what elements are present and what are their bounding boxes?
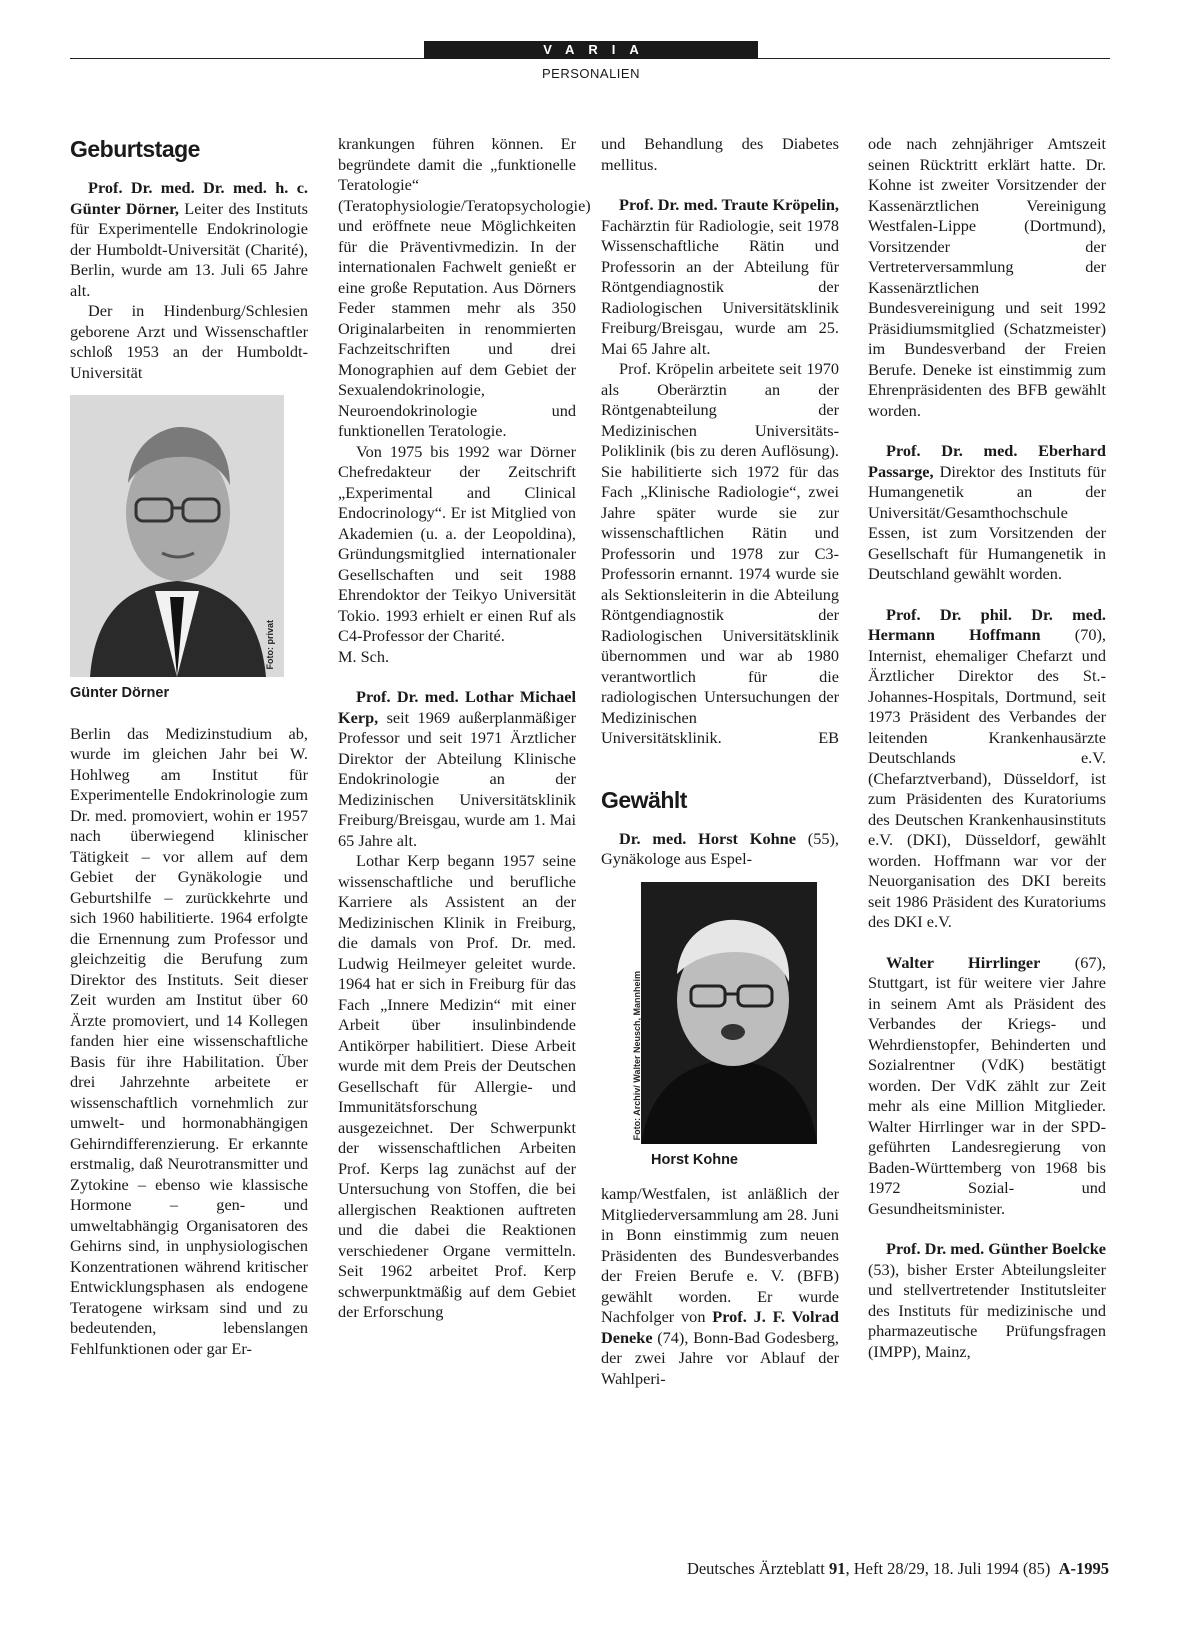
person-name: Prof. Dr. med. Traute Kröpelin, [619, 195, 839, 214]
person-name: Prof. Dr. med. Dr. med. h. c. Günter Dörner, [70, 178, 308, 218]
photo-doerner [70, 395, 308, 704]
portrait-graphic [641, 882, 817, 1144]
person-name: Prof. Dr. phil. Dr. med. Hermann Hoffmann [868, 604, 1106, 644]
person-name: Prof. Dr. med. Eberhard Passarge, [868, 441, 1106, 481]
paragraph-text: kamp/Westfalen, ist anläßlich der Mitgliederversammlung am 28. Juni in Bonn einstimmig zum neuen Präsidenten des Bundesverbandes der Freien Berufe e. V. (BFB) gewählt worden. Er wurde Nachfolger von [601, 1184, 839, 1326]
heading-gewaehlt: Gewählt [601, 786, 687, 813]
paragraph [601, 1184, 839, 1389]
paragraph-text: seit 1969 außerplanmäßiger Professor und seit 1971 Ärztlicher Direktor der Abteilung Klinische Endokrinologie an der Medizinischen Universitätsklinik Freiburg/Breisgau, wurde am 1. Mai 65 Jahre alt. [338, 707, 576, 850]
portrait-graphic [70, 395, 284, 677]
paragraph [868, 605, 1106, 933]
author-signature: M. Sch. [338, 646, 390, 666]
author-signature: EB [818, 728, 839, 747]
photo-caption: Günter Dörner [70, 685, 170, 701]
paragraph-text: Fachärztin für Radiologie, seit 1978 Wissenschaftliche Rätin und Professorin an der Abteilung für Röntgendiagnostik der Radiologischen Universitätsklinik Freiburg/Breisgau, wurde am 25. Mai 65 Jahre alt. [601, 215, 839, 358]
photo-caption: Horst Kohne [651, 1151, 738, 1168]
paragraph: ode nach zehnjähriger Amtszeit seinen Rücktritt erklärt hatte. Dr. Kohne ist zweiter Vorsitzender der Kassenärztlichen Vereinigung Westfalen-Lippe (Dortmund), Vorsitzender der Vertreterversammlung der Kassenärztlichen Bundesvereinigung und seit 1992 Präsidiumsmitglied (Schatzmeister) im Bundesverband der Freien Berufe. Deneke ist einstimmig zum Ehrenpräsidenten des BFB gewählt worden. [868, 134, 1106, 420]
heading-geburtstage: Geburtstage [70, 136, 200, 162]
paragraph-text: (67), Stuttgart, ist für weitere vier Jahre in seinem Amt als Präsident des Verbandes der Kriegs- und Wehrdienstopfer, Behinderten und Sozialrentner (VdK) bestätigt worden. Der VdK zählt zur Zeit mehr als eine Million Mitglieder. Walter Hirrlinger war in der SPD-geführten Landesregierung von Baden-Württemberg von 1968 bis 1972 Sozial- und Gesundheitsminister. [868, 952, 1106, 1218]
person-name: Prof. Dr. med. Lothar Michael Kerp, [338, 687, 576, 727]
paragraph: Der in Hindenburg/Schlesien geborene Arzt und Wissenschaftler schloß 1953 an der Humboldt-Universität [70, 301, 308, 382]
person-name: Prof. Dr. med. Günther Boelcke [886, 1239, 1106, 1258]
paragraph: krankungen führen können. Er begründete damit die „funktionelle Teratologie“ (Teratophysiologie/Teratopsychologie) und eröffnete neue Möglichkeiten für die Präventivmedizin. In der internationalen Fachwelt genießt er eine große Reputation. Aus Dörners Feder stammen mehr als 350 Originalarbeiten in renommierten Fachzeitschriften und drei Monographien auf dem Gebiet der Sexualendokrinologie, Neuroendokrinologie und funktionellen Teratologie. [338, 134, 591, 440]
paragraph [338, 687, 576, 851]
section-subtitle: PERSONALIEN [542, 66, 640, 81]
photo-kohne [632, 882, 839, 1171]
person-name: Walter Hirrlinger [886, 952, 1041, 972]
page-footer [687, 1559, 1109, 1579]
paragraph [601, 829, 839, 870]
paragraph [601, 195, 839, 359]
page-number: A-1995 [1058, 1559, 1109, 1578]
journal-name: Deutsches Ärzteblatt [686, 1559, 829, 1578]
paragraph [868, 441, 1106, 585]
paragraph [868, 1239, 1106, 1362]
person-name: Prof. J. F. Volrad Deneke [601, 1307, 839, 1347]
paragraph: Lothar Kerp begann 1957 seine wissenschaftliche und berufliche Karriere als Assistent an der Medizinischen Klinik in Freiburg, die damals von Prof. Dr. med. Ludwig Heilmeyer geleitet wurde. 1964 hat er sich in Freiburg für das Fach „Innere Medizin“ mit einer Arbeit über insulinbindende Antikörper habilitiert. Diese Arbeit wurde mit dem Preis der Deutschen Gesellschaft für Allergie- und Immunitätsforschung ausgezeichnet. Der Schwerpunkt der wissenschaftlichen Arbeiten Prof. Kerps lag zunächst auf der Untersuchung von Stoffen, die bei allergischen Reaktionen auftreten und die dabei die Reaktionen verschiedener Organe vermitteln. Seit 1962 arbeitet Prof. Kerp schwerpunktmäßig auf dem Gebiet der Erforschung [338, 851, 576, 1321]
column-1 [70, 134, 308, 1359]
journal-volume: 91 [828, 1559, 846, 1578]
paragraph-text: Leiter des Instituts für Experimentelle Endokrinologie der Humboldt-Universität (Charité), Berlin, wurde am 13. Juli 65 Jahre alt. [70, 198, 309, 300]
paragraph: und Behandlung des Diabetes mellitus. [601, 134, 839, 174]
paragraph: Prof. Kröpelin arbeitete seit 1970 als Oberärztin an der Röntgenabteilung der Medizinischen Universitäts-Poliklinik (bis zu deren Auflösung). Sie habilitierte sich 1972 für das Fach „Klinische Radiologie“, zwei Jahre später wurde sie zur wissenschaftlichen Rätin und Professorin und 1978 zur C3-Professorin ernannt. 1974 wurde sie als Sektionsleiterin in die Abteilung Röntgendiagnostik der Radiologischen Universitätsklinik übernommen und war ab 1980 verantwortlich für die radiologischen Untersuchungen der Medizinischen [601, 359, 839, 727]
paragraph-text: (53), bisher Erster Abteilungsleiter und stellvertretender Institutsleiter des Instituts für medizinische und pharmazeutische Prüfungsfragen (IMPP), Mainz, [868, 1259, 1106, 1361]
paragraph-text: Direktor des Instituts für Humangenetik an der Universität/Gesamthochschule Essen, ist zum Vorsitzenden der Gesellschaft für Humangenetik in Deutschland gewählt worden. [868, 461, 1106, 583]
portrait-image [70, 395, 284, 677]
journal-issue: , Heft 28/29, 18. Juli 1994 (85) [845, 1559, 1051, 1578]
paragraph-text: Universitätsklinik. [601, 728, 722, 747]
column-4 [868, 134, 1106, 1362]
paragraph-text: (74), Bonn-Bad Godesberg, der zwei Jahre vor Ablauf der Wahlperi- [601, 1327, 839, 1388]
paragraph-text: (55), Gynäkologe aus Espel- [601, 828, 839, 868]
portrait-image [641, 882, 817, 1144]
paragraph: Von 1975 bis 1992 war Dörner Chefredakteur der Zeitschrift „Experimental and Clinical Endocrinology“. Er ist Mitglied von Akademien (u. a. der Leopoldina), Gründungsmitglied internationaler Gesellschaften und seit 1988 Ehrendoktor der Teikyo Universität Tokio. 1993 erhielt er einen Ruf als C4-Professor der Charité. [338, 441, 576, 645]
column-3 [601, 134, 839, 1389]
section-title: VARIA [424, 41, 758, 59]
photo-credit: Foto: Archiv/ Walter Neusch, Mannheim [632, 970, 642, 1140]
paragraph [70, 178, 308, 301]
paragraph: Berlin das Medizinstudium ab, wurde im gleichen Jahr bei W. Hohlweg am Institut für Experimentelle Endokrinologie zum Dr. med. promoviert, wohin er 1957 nach überwiegend klinischer Tätigkeit – vor allem auf dem Gebiet der Gynäkologie und Geburtshilfe – zurückkehrte und sich 1960 habilitierte. 1964 erfolgte die Ernennung zum Professor und gleichzeitig die Berufung zum Direktor des Instituts. Seit dieser Zeit wurden am Institut über 60 Ärzte promoviert, und 14 Kollegen fanden hier eine wissenschaftliche Basis für ihre Habilitation. Über drei Jahrzehnte arbeitete er wissenschaftlich vornehmlich zur umwelt- und hormonabhängigen Gehirndifferenzierung. Er erkannte erstmalig, daß Neurotransmitter und Zytokine – ebenso wie klassische Hormone – gen- und umweltabhängig Organisatoren des Gehirns sind, in unphysiologischen Konzentrationen während kritischer Entwicklungsphasen als endogene Teratogene wirksam sind und zu bedeutenden, lebenslangen Fehlfunktionen oder gar Er- [70, 723, 308, 1358]
person-name: Dr. med. Horst Kohne [619, 828, 796, 848]
paragraph-end [601, 728, 839, 749]
photo-credit: Foto: privat [264, 619, 275, 669]
paragraph-text: (70), Internist, ehemaliger Chefarzt und Ärztlicher Direktor des St.-Johannes-Hospitals, Dortmund, seit 1973 Präsident des Verbandes der leitenden Krankenhausärzte Deutschlands e.V. (Chefarztverband), Düsseldorf, ist zum Präsidenten des Kuratoriums des Deutschen Krankenhausinstituts e.V. (DKI), Düsseldorf, gewählt worden. Hoffmann war vor der Neuorganisation des DKI bereits seit 1986 Präsident des Kuratoriums des DKI e.V. [868, 625, 1106, 931]
column-2 [338, 134, 591, 1323]
paragraph [868, 953, 1106, 1220]
